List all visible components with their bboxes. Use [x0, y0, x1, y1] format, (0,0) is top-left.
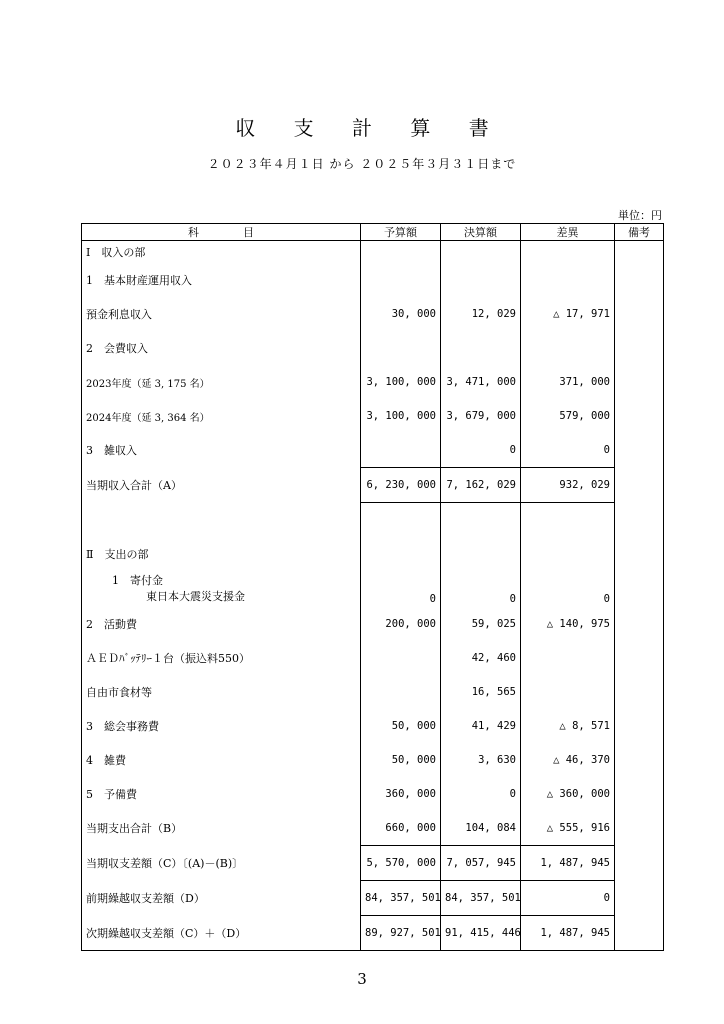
difference-cell: 0: [521, 881, 615, 916]
difference-cell: [521, 641, 615, 675]
table-row: [82, 743, 664, 777]
subject-line: 1 寄付金: [112, 574, 163, 587]
difference-cell: [521, 537, 615, 571]
actual-cell: [441, 537, 521, 571]
notes-cell: [615, 399, 664, 433]
header-subject: 科 目: [82, 224, 361, 241]
actual-cell: 59, 025: [441, 607, 521, 641]
header-row: [82, 224, 664, 241]
difference-cell: 0: [521, 571, 615, 607]
budget-cell: [361, 537, 441, 571]
notes-cell: [615, 777, 664, 811]
spacer-row: [82, 503, 664, 538]
difference-cell: △ 8, 571: [521, 709, 615, 743]
table-row: [82, 365, 664, 399]
budget-cell: [361, 241, 441, 264]
table-row: [82, 263, 664, 297]
header-budget: 予算額: [361, 224, 441, 241]
notes-cell: [615, 743, 664, 777]
budget-cell: [361, 641, 441, 675]
budget-cell: [361, 503, 441, 538]
section-heading-income: Ⅰ 収入の部: [82, 241, 361, 264]
budget-cell: 5, 570, 000: [361, 846, 441, 881]
table-row: [82, 331, 664, 365]
difference-cell: [521, 331, 615, 365]
difference-cell: 371, 000: [521, 365, 615, 399]
difference-cell: 1, 487, 945: [521, 916, 615, 951]
notes-cell: [615, 916, 664, 951]
difference-cell: [521, 675, 615, 709]
subject-cell: 次期繰越収支差額（C）＋（D）: [82, 916, 361, 951]
difference-cell: 0: [521, 433, 615, 468]
difference-cell: [521, 503, 615, 538]
budget-cell: 0: [361, 571, 441, 607]
table-row: [82, 241, 664, 264]
actual-cell: 0: [441, 571, 521, 607]
budget-cell: 3, 100, 000: [361, 365, 441, 399]
header-difference: 差異: [521, 224, 615, 241]
budget-cell: 360, 000: [361, 777, 441, 811]
budget-cell: 3, 100, 000: [361, 399, 441, 433]
notes-cell: [615, 607, 664, 641]
budget-cell: 30, 000: [361, 297, 441, 331]
actual-cell: 12, 029: [441, 297, 521, 331]
subject-cell: 1 基本財産運用収入: [82, 263, 361, 297]
table-row: [82, 399, 664, 433]
page-number: 3: [357, 970, 367, 988]
notes-cell: [615, 433, 664, 468]
notes-cell: [615, 641, 664, 675]
notes-cell: [615, 571, 664, 607]
subject-cell: 4 雑費: [82, 743, 361, 777]
notes-cell: [615, 365, 664, 399]
balance-row: [82, 846, 664, 881]
budget-cell: [361, 675, 441, 709]
unit-label: 単位：円: [618, 209, 662, 222]
table-row: [82, 675, 664, 709]
table-row: [82, 607, 664, 641]
budget-cell: 50, 000: [361, 709, 441, 743]
subject-line-detail: 東日本大震災支援金: [146, 590, 245, 603]
budget-cell: 89, 927, 501: [361, 916, 441, 951]
actual-cell: 16, 565: [441, 675, 521, 709]
difference-cell: [521, 263, 615, 297]
table-row: [82, 709, 664, 743]
actual-cell: [441, 241, 521, 264]
table-row: [82, 777, 664, 811]
actual-cell: [441, 331, 521, 365]
actual-cell: 7, 162, 029: [441, 468, 521, 503]
subject-cell: 3 雑収入: [82, 433, 361, 468]
section-heading-expenditure: Ⅱ 支出の部: [82, 537, 361, 571]
subject-cell: ＡＥＤﾊﾞｯﾃﾘｰ１台（振込料550）: [82, 641, 361, 675]
subject-cell: 当期収支差額（C）〔(A)－(B)〕: [82, 846, 361, 881]
actual-cell: 104, 084: [441, 811, 521, 846]
budget-table: [81, 223, 664, 951]
budget-cell: 660, 000: [361, 811, 441, 846]
notes-cell: [615, 675, 664, 709]
budget-cell: 6, 230, 000: [361, 468, 441, 503]
table-row: [82, 537, 664, 571]
difference-cell: 1, 487, 945: [521, 846, 615, 881]
header-notes: 備考: [615, 224, 664, 241]
budget-cell: 50, 000: [361, 743, 441, 777]
subject-cell: 当期支出合計（B）: [82, 811, 361, 846]
difference-cell: 932, 029: [521, 468, 615, 503]
difference-cell: 579, 000: [521, 399, 615, 433]
notes-cell: [615, 709, 664, 743]
table-row: [82, 433, 664, 468]
table-row: [82, 297, 664, 331]
subject-cell: 2024年度（延 3, 364 名）: [82, 399, 361, 433]
actual-cell: 3, 679, 000: [441, 399, 521, 433]
document-title: 収 支 計 算 書: [235, 116, 505, 140]
header-actual: 決算額: [441, 224, 521, 241]
subject-cell: 自由市食材等: [82, 675, 361, 709]
actual-cell: 91, 415, 446: [441, 916, 521, 951]
difference-cell: △ 555, 916: [521, 811, 615, 846]
subject-cell: 5 予備費: [82, 777, 361, 811]
subject-cell: 当期収入合計（A）: [82, 468, 361, 503]
subject-cell: [82, 503, 361, 538]
subject-cell: 2 活動費: [82, 607, 361, 641]
notes-cell: [615, 468, 664, 503]
difference-cell: △ 46, 370: [521, 743, 615, 777]
budget-cell: [361, 263, 441, 297]
actual-cell: 41, 429: [441, 709, 521, 743]
notes-cell: [615, 846, 664, 881]
actual-cell: 84, 357, 501: [441, 881, 521, 916]
table-row: [82, 571, 664, 607]
notes-cell: [615, 811, 664, 846]
balance-row: [82, 881, 664, 916]
difference-cell: [521, 241, 615, 264]
notes-cell: [615, 241, 664, 264]
subject-cell: 預金利息収入: [82, 297, 361, 331]
difference-cell: △ 360, 000: [521, 777, 615, 811]
subject-cell: 2023年度（延 3, 175 名）: [82, 365, 361, 399]
actual-cell: 7, 057, 945: [441, 846, 521, 881]
actual-cell: [441, 503, 521, 538]
subject-cell: 3 総会事務費: [82, 709, 361, 743]
fiscal-period: ２０２３年４月１日 から ２０２５年３月３１日まで: [207, 157, 517, 171]
budget-cell: [361, 433, 441, 468]
notes-cell: [615, 331, 664, 365]
balance-row: [82, 916, 664, 951]
budget-cell: [361, 331, 441, 365]
table-row: [82, 641, 664, 675]
difference-cell: △ 140, 975: [521, 607, 615, 641]
actual-cell: 3, 471, 000: [441, 365, 521, 399]
actual-cell: 0: [441, 777, 521, 811]
total-row: [82, 468, 664, 503]
subject-cell: [82, 571, 361, 607]
actual-cell: 3, 630: [441, 743, 521, 777]
notes-cell: [615, 881, 664, 916]
budget-cell: 84, 357, 501: [361, 881, 441, 916]
budget-cell: 200, 000: [361, 607, 441, 641]
notes-cell: [615, 503, 664, 538]
subject-cell: 2 会費収入: [82, 331, 361, 365]
notes-cell: [615, 537, 664, 571]
difference-cell: △ 17, 971: [521, 297, 615, 331]
notes-cell: [615, 263, 664, 297]
total-row: [82, 811, 664, 846]
subject-cell: 前期繰越収支差額（D）: [82, 881, 361, 916]
actual-cell: 42, 460: [441, 641, 521, 675]
notes-cell: [615, 297, 664, 331]
actual-cell: 0: [441, 433, 521, 468]
actual-cell: [441, 263, 521, 297]
